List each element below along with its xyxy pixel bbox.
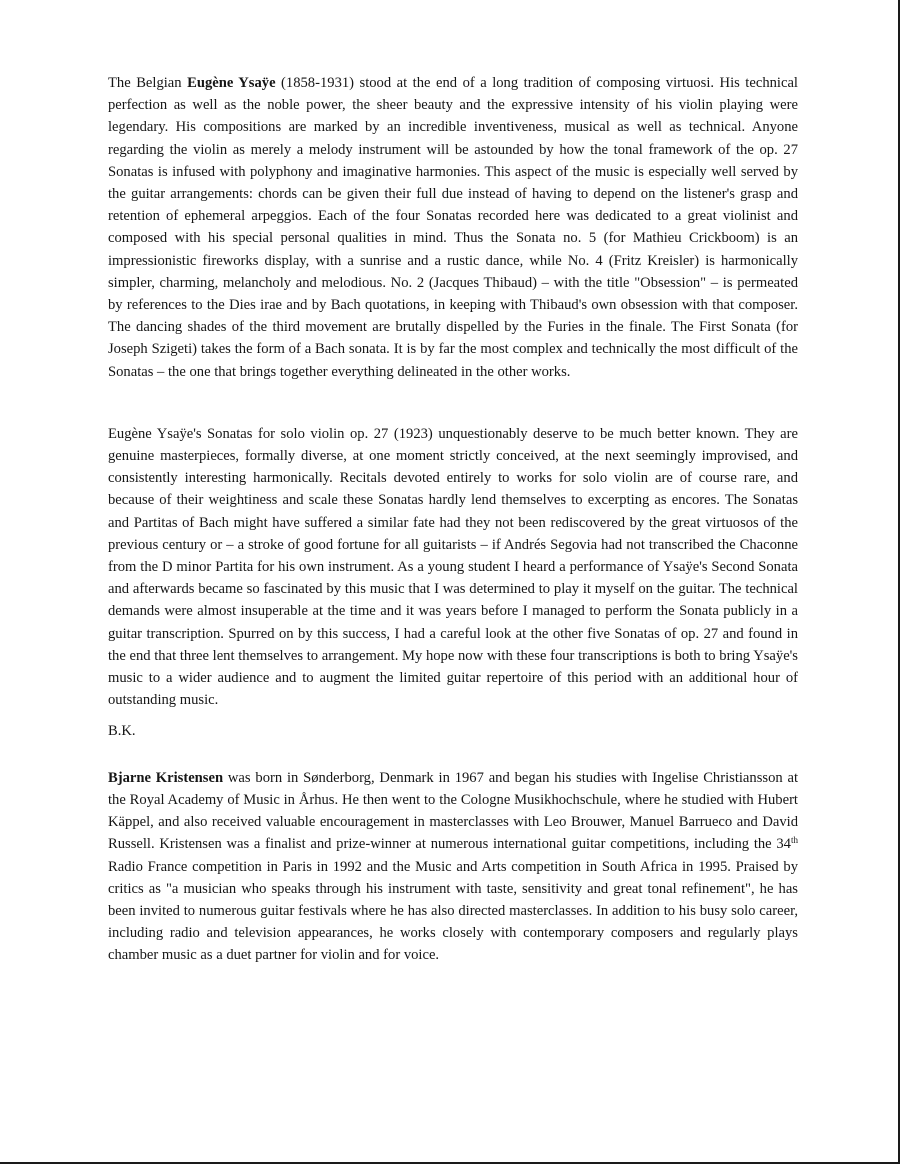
bio-text-part-1: was born in Sønderborg, Denmark in 1967 and began his studies with Ingelise Christiansson at the Royal Academy of Music in Århus. He then went to the Cologne Musikhochschule, where he studied with Hubert Käppel, and also received valuable encouragement in masterclasses with Leo Brouwer, Manuel Barrueco and David Russell. Kristensen was a finalist and prize-winner at numerous international guitar competitions, including the 34	[108, 769, 799, 853]
bio-paragraph	[108, 767, 798, 967]
intro-lead: The Belgian	[108, 75, 188, 91]
signature: B.K.	[108, 723, 136, 740]
intro-text: (1858-1931) stood at the end of a long tradition of composing virtuosi. His technical perfection as well as the noble power, the sheer beauty and the expressive intensity of his violin playing were legendary. His compositions are marked by an incredible inventiveness, musical as well as technical. Anyone regarding the violin as merely a melody instrument will be astounded by how the tonal framework of the op. 27 Sonatas is infused with polyphony and imaginative harmonies. This aspect of the music is especially well served by the guitar arrangements: chords can be given their full due instead of having to depend on the listener's grasp and retention of ephemeral arpeggios. Each of the four Sonatas recorded here was dedicated to a great violinist and composed with his special personal qualities in mind. Thus the Sonata no. 5 (for Mathieu Crickboom) is an impressionistic fireworks display, with a sunrise and a rustic dance, while No. 4 (Fritz Kreisler) is harmonically simpler, charming, melancholy and melodious. No. 2 (Jacques Thibaud) – with the title "Obsession" – is permeated by references to the Dies irae and by Bach quotations, in keeping with Thibaud's own obsession with that composer. The dancing shades of the third movement are brutally dispelled by the Furies in the finale. The First Sonata (for Joseph Szigeti) takes the form of a Bach sonata. It is by far the most complex and technically the most difficult of the Sonatas – the one that brings together everything delineated in the other works.	[108, 75, 798, 380]
document-page	[108, 72, 798, 967]
intro-paragraph	[108, 72, 798, 383]
ordinal-suffix: th	[790, 835, 798, 846]
performer-name: Bjarne Kristensen	[108, 769, 224, 786]
bio-text-part-2: Radio France competition in Paris in 1992 and the Music and Arts competition in South Africa in 1995. Praised by critics as "a musician who speaks through his instrument with taste, sensitivity and great tonal refinement", he has been invited to numerous guitar festivals where he has also directed masterclasses. In addition to his busy solo career, including radio and television appearances, he works closely with contemporary composers and regularly plays chamber music as a duet partner for violin and for voice.	[108, 858, 798, 964]
history-paragraph: Eugène Ysaÿe's Sonatas for solo violin op. 27 (1923) unquestionably deserve to be much better known. They are genuine masterpieces, formally diverse, at one moment strictly conceived, at the next seemingly improvised, and consistently interesting harmonically. Recitals devoted entirely to works for solo violin are of course rare, and because of their weightiness and scale these Sonatas hardly lend themselves to excerpting as encores. The Sonatas and Partitas of Bach might have suffered a similar fate had they not been rediscovered by the great virtuosos of the previous century or – a stroke of good fortune for all guitarists – if Andrés Segovia had not transcribed the Chaconne from the D minor Partita for his own instrument. As a young student I heard a performance of Ysaÿe's Second Sonata and afterwards became so fascinated by this music that I was determined to play it myself on the guitar. The technical demands were almost insuperable at the time and it was years before I managed to perform the Sonata publicly in a guitar transcription. Spurred on by this success, I had a careful look at the other five Sonatas of op. 27 and found in the end that three lent themselves to arrangement. My hope now with these four transcriptions is both to bring Ysaÿe's music to a wider audience and to augment the limited guitar repertoire of this period with an additional hour of outstanding music.	[108, 425, 798, 709]
composer-name: Eugène Ysaÿe	[187, 75, 276, 91]
